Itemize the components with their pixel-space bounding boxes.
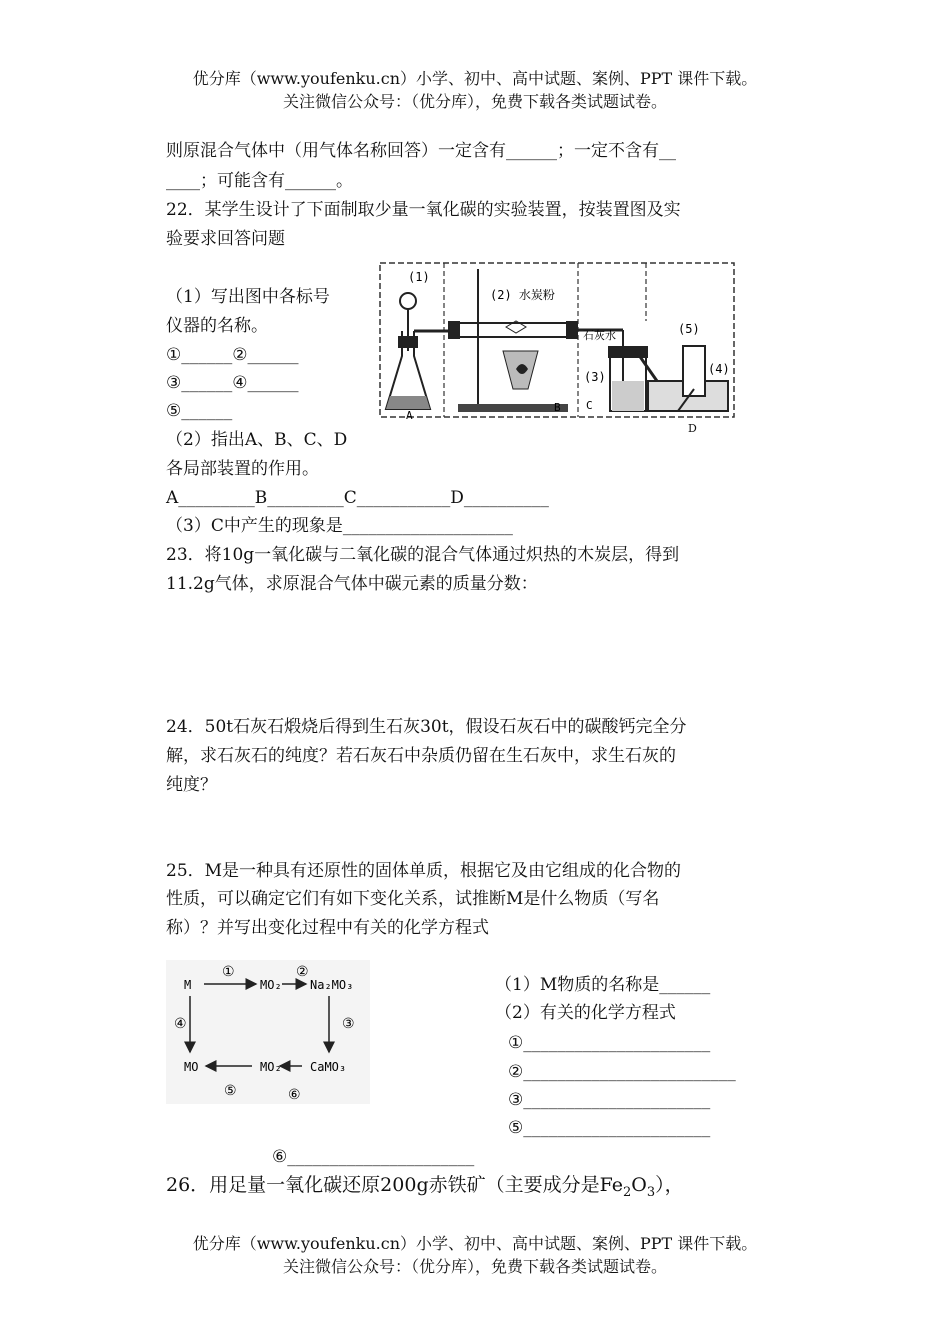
trough-d xyxy=(648,346,728,411)
step-3-label: ③ xyxy=(342,1016,355,1032)
fig-label-limewater: 石灰水 xyxy=(583,329,616,342)
q25-answer-2: （2）有关的化学方程式 xyxy=(495,1003,676,1023)
q25-equation-2: ②_________________________ xyxy=(508,1062,736,1082)
q22-part1-b: 仪器的名称。 xyxy=(166,316,268,336)
q26-text-pre: 26．用足量一氧化碳还原200g赤铁矿（主要成分是Fe xyxy=(166,1174,623,1196)
fig-label-1: (1) xyxy=(408,270,430,284)
fig-label-5: (5) xyxy=(678,322,700,336)
fig-label-d: D xyxy=(688,422,697,435)
step-5-label: ⑤ xyxy=(224,1083,237,1099)
q24-line-1: 24．50t石灰石煅烧后得到生石灰30t，假设石灰石中的碳酸钙完全分 xyxy=(166,717,687,737)
node-camo3: CaMO₃ xyxy=(310,1060,347,1074)
step-6-label: ⑥ xyxy=(288,1087,301,1103)
footer-line-2: 关注微信公众号：（优分库），免费下载各类试题试卷。 xyxy=(282,1257,667,1276)
q22-line-2: 验要求回答问题 xyxy=(166,229,285,249)
q25-equation-5: ⑤______________________ xyxy=(508,1118,711,1138)
q26-sub-1: 2 xyxy=(623,1184,632,1200)
flask-a xyxy=(386,293,458,409)
header-line-1: 优分库（www.youfenku.cn）小学、初中、高中试题、案例、PPT 课件下载。 xyxy=(192,69,758,88)
fig-label-3: (3) xyxy=(584,370,606,384)
q22-abcd-blanks: A_________B_________C___________D__________ xyxy=(166,488,549,508)
q21-line-2: ____；可能含有______。 xyxy=(166,171,353,191)
node-mo2-lower: MO₂ xyxy=(260,1060,282,1074)
q26-sub-2: 3 xyxy=(646,1184,656,1200)
step-2-label: ② xyxy=(296,964,309,980)
q22-part1-a: （1）写出图中各标号 xyxy=(166,287,330,307)
q22-part2-a: （2）指出A、B、C、D xyxy=(166,430,348,450)
fig-label-b: B xyxy=(554,401,561,414)
node-na2mo3: Na₂MO₃ xyxy=(310,978,354,992)
q25-equation-3: ③______________________ xyxy=(508,1090,711,1110)
node-mo: MO xyxy=(184,1060,199,1074)
step-4-label: ④ xyxy=(174,1016,187,1032)
q24-line-3: 纯度？ xyxy=(166,775,217,795)
fig-label-2: (2) 水炭粉 xyxy=(490,288,555,302)
q25-line-2: 性质，可以确定它们有如下变化关系，试推断M是什么物质（写名 xyxy=(166,889,660,909)
q22-blank-row-1: ①______②______ xyxy=(166,345,299,365)
q24-line-2: 解，求石灰石的纯度？若石灰石中杂质仍留在生石灰中，求生石灰的 xyxy=(166,746,676,766)
q26-text-mid: O xyxy=(631,1174,647,1196)
header-line-2: 关注微信公众号：（优分库），免费下载各类试题试卷。 xyxy=(282,92,667,111)
q25-line-3: 称）？并写出变化过程中有关的化学方程式 xyxy=(166,918,489,938)
step-1-label: ① xyxy=(222,964,235,980)
q23-line-1: 23．将10g一氧化碳与二氧化碳的混合气体通过炽热的木炭层，得到 xyxy=(166,545,680,565)
q22-blank-row-2: ③______④______ xyxy=(166,373,299,393)
q25-line-1: 25．M是一种具有还原性的固体单质，根据它及由它组成的化合物的 xyxy=(166,861,682,881)
q25-answer-1: （1）M物质的名称是______ xyxy=(495,975,711,995)
q22-line-1: 22．某学生设计了下面制取少量一氧化碳的实验装置，按装置图及实 xyxy=(166,200,681,220)
fig-label-4: (4) xyxy=(708,362,730,376)
q26-text-post: ）， xyxy=(655,1174,684,1196)
footer-line-1: 优分库（www.youfenku.cn）小学、初中、高中试题、案例、PPT 课件下载。 xyxy=(192,1234,758,1253)
q25-equation-1: ①______________________ xyxy=(508,1033,711,1053)
q22-part3: （3）C中产生的现象是____________________ xyxy=(166,516,513,536)
apparatus-figure xyxy=(378,261,738,421)
q22-blank-row-3: ⑤______ xyxy=(166,401,233,421)
node-mo2: MO₂ xyxy=(260,978,282,992)
q23-line-2: 11.2g气体，求原混合气体中碳元素的质量分数： xyxy=(166,574,538,594)
transformation-diagram xyxy=(166,960,370,1104)
node-m: M xyxy=(184,978,192,992)
q25-equation-6: ⑥______________________ xyxy=(272,1147,475,1167)
q22-part2-b: 各局部装置的作用。 xyxy=(166,459,319,479)
fig-label-a: A xyxy=(406,409,413,421)
fig-label-c: C xyxy=(586,399,593,412)
q21-line-1: 则原混合气体中（用气体名称回答）一定含有______；一定不含有__ xyxy=(166,141,676,161)
q26-line-1 xyxy=(166,1172,684,1206)
